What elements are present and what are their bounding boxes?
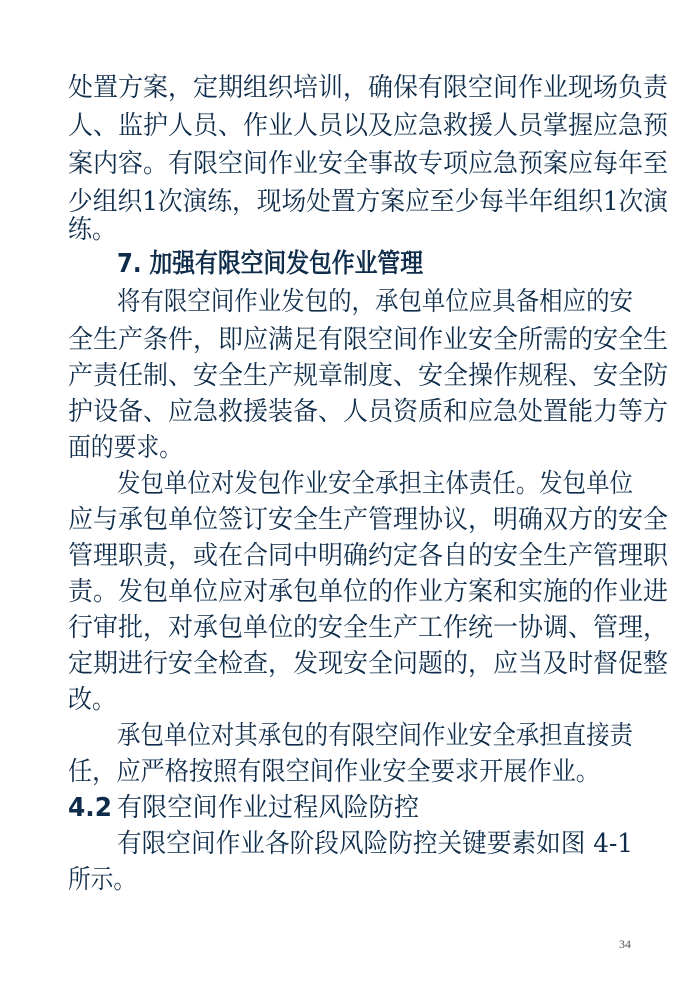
paragraph-line: 人、监护人员、作业人员以及应急救援人员掌握应急预 — [68, 111, 668, 141]
section-heading: 7. 加强有限空间发包作业管理 — [117, 249, 423, 279]
paragraph-line: 所示。 — [68, 865, 136, 895]
paragraph-line: 定期进行安全检查，发现安全问题的，应当及时督促整 — [68, 649, 668, 679]
paragraph-line: 承包单位对其承包的有限空间作业安全承担直接责 — [117, 721, 633, 751]
paragraph-line: 少组织1次演练，现场处置方案应至少每半年组织1次演 — [68, 187, 668, 217]
paragraph-line: 改。 — [68, 685, 116, 715]
paragraph-line: 将有限空间作业发包的，承包单位应具备相应的安 — [117, 287, 633, 317]
paragraph-line: 产责任制、安全生产规章制度、安全操作规程、安全防 — [68, 361, 668, 391]
page-number: 34 — [619, 937, 631, 951]
paragraph-line: 全生产条件，即应满足有限空间作业安全所需的安全生 — [68, 325, 668, 355]
paragraph-line: 案内容。有限空间作业安全事故专项应急预案应每年至 — [68, 149, 668, 179]
paragraph-line: 发包单位对发包作业安全承担主体责任。发包单位 — [117, 469, 633, 499]
section-number: 4.2 — [68, 793, 112, 823]
paragraph-line: 任，应严格按照有限空间作业安全要求开展作业。 — [68, 757, 600, 787]
section-title: 有限空间作业过程风险防控 — [117, 793, 419, 823]
paragraph-line: 行审批，对承包单位的安全生产工作统一协调、管理， — [68, 613, 668, 643]
paragraph-line: 责。发包单位应对承包单位的作业方案和实施的作业进 — [68, 577, 668, 607]
paragraph-line: 护设备、应急救援装备、人员资质和应急处置能力等方 — [68, 397, 668, 427]
paragraph-line: 面的要求。 — [68, 433, 182, 463]
paragraph-line: 处置方案，定期组织培训，确保有限空间作业现场负责 — [68, 73, 668, 103]
paragraph-line: 应与承包单位签订安全生产管理协议，明确双方的安全 — [68, 505, 668, 535]
paragraph-line: 有限空间作业各阶段风险防控关键要素如图 4-1 — [117, 829, 633, 859]
paragraph-line: 练。 — [68, 215, 116, 245]
paragraph-line: 管理职责，或在合同中明确约定各自的安全生产管理职 — [68, 541, 668, 571]
